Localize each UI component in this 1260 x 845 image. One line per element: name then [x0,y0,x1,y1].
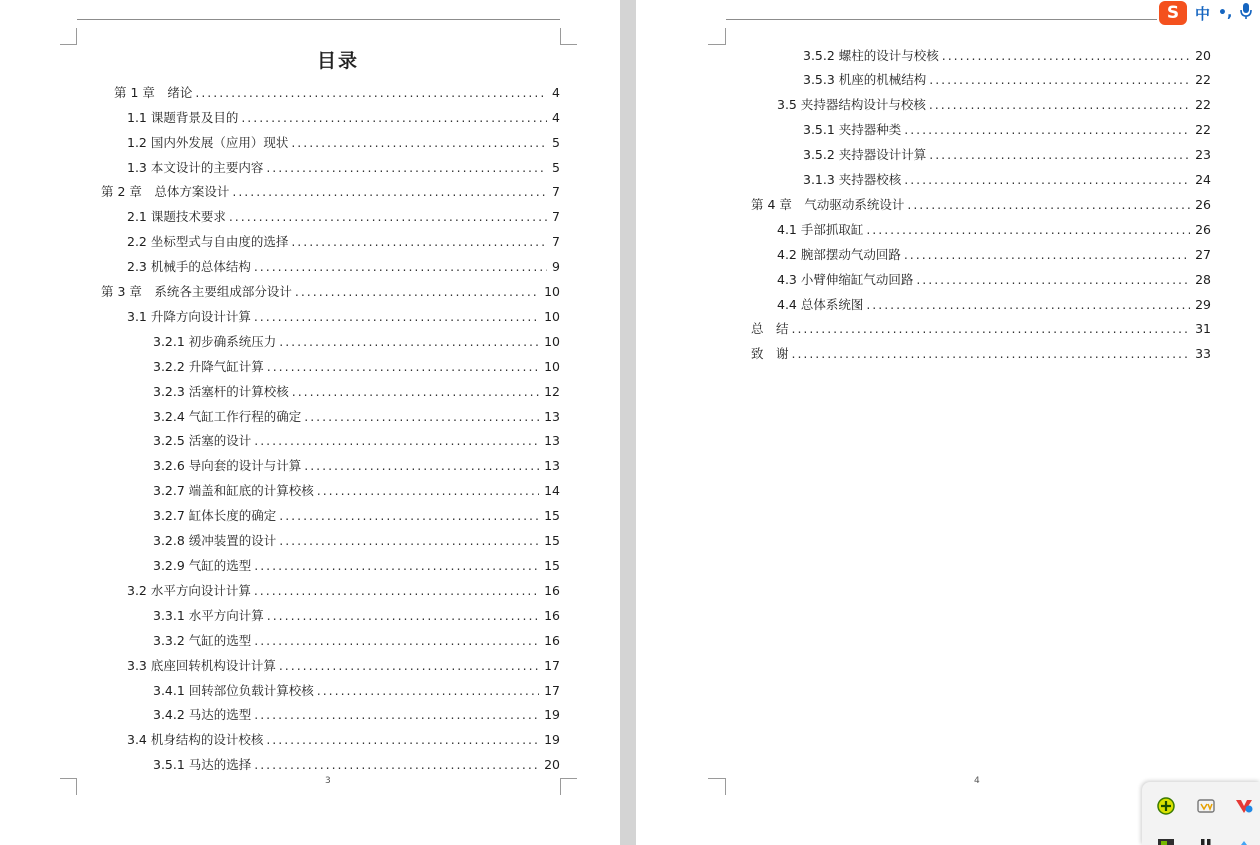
toc-entry-label: 2.1 课题技术要求 [127,209,226,224]
toc-entry-label: 2.2 坐标型式与自由度的选择 [127,234,289,249]
toc-entry[interactable] [153,632,560,650]
header-rule [77,19,560,20]
leader-dots [279,532,539,550]
toc-entry-label: 1.1 课题背景及目的 [127,110,239,125]
pause-icon[interactable] [1196,834,1216,845]
toc-entry-page: 20 [544,757,560,772]
toc-entry-label: 3.3.1 水平方向计算 [153,608,264,623]
leader-dots [195,84,547,102]
toc-entry[interactable] [153,383,560,401]
toc-entry-page: 26 [1195,197,1211,212]
leader-dots [279,333,539,351]
leader-dots [942,47,1190,65]
toc-entry[interactable] [127,258,560,276]
plus-icon[interactable] [1156,796,1176,816]
toc-entry-label: 3.2 水平方向设计计算 [127,583,251,598]
vs-icon[interactable] [1196,796,1216,816]
leader-dots [254,308,539,326]
toc-entry[interactable] [127,159,560,177]
toc-entry-label: 3.4 机身结构的设计校核 [127,732,264,747]
toc-entry-page: 5 [552,135,560,150]
leader-dots [304,457,539,475]
leader-dots [241,109,547,127]
crop-mark [708,28,726,45]
toc-entry-label: 3.2.5 活塞的设计 [153,433,252,448]
leader-dots [267,607,539,625]
crop-mark [560,778,577,795]
toc-entry-label: 3.5.2 夹持器设计计算 [803,147,927,162]
leader-dots [229,208,547,226]
toc-entry-page: 4 [552,85,560,100]
toc-entry-label: 3.2.8 缓冲装置的设计 [153,533,277,548]
toc-entry-page: 27 [1195,247,1211,262]
leader-dots [792,320,1191,338]
leader-dots [267,358,539,376]
toc-entry-page: 15 [544,533,560,548]
toc-entry[interactable] [777,96,1211,114]
toc-entry-page: 22 [1195,122,1211,137]
toc-title: 目录 [316,50,359,72]
toc-entry[interactable] [153,557,560,575]
toc-entry[interactable] [153,432,560,450]
crop-mark [560,28,577,45]
toc-entry[interactable] [751,320,1211,338]
toc-entry[interactable] [153,607,560,625]
leader-dots [254,632,539,650]
toc-entry-page: 13 [544,409,560,424]
leader-dots [866,296,1190,314]
toc-entry-page: 13 [544,458,560,473]
leader-dots [904,121,1190,139]
leader-dots [904,171,1190,189]
toc-entry[interactable] [101,283,560,301]
toc-entry-page: 24 [1195,172,1211,187]
toc-entry-page: 16 [544,583,560,598]
toc-entry[interactable] [803,121,1211,139]
leader-dots [292,383,539,401]
toc-entry-label: 3.2.3 活塞杆的计算校核 [153,384,289,399]
toc-entry[interactable] [153,756,560,774]
toc-entry[interactable] [127,731,560,749]
leader-dots [254,557,539,575]
toc-entry-label: 第 4 章 气动驱动系统设计 [751,197,905,212]
microphone-icon[interactable] [1240,2,1252,24]
toc-entry[interactable] [153,358,560,376]
leader-dots [304,408,539,426]
toc-entry-page: 22 [1195,72,1211,87]
toc-entry-page: 5 [552,160,560,175]
toc-entry-page: 16 [544,633,560,648]
toc-entry-page: 14 [544,483,560,498]
toc-entry-page: 17 [544,658,560,673]
crop-mark [60,778,77,795]
toc-entry-label: 3.3 底座回转机构设计计算 [127,658,276,673]
leader-dots [866,221,1190,239]
toc-entry-page: 33 [1195,346,1211,361]
toc-entry-label: 第 2 章 总体方案设计 [101,184,230,199]
toc-entry[interactable] [803,71,1211,89]
toc-entry-page: 19 [544,732,560,747]
toc-entry-page: 9 [552,259,560,274]
toc-entry-page: 7 [552,234,560,249]
ime-mode-toggle[interactable]: 中 [1195,4,1211,23]
toc-entry-page: 29 [1195,297,1211,312]
toc-entry-label: 总 结 [751,321,789,336]
toc-entry[interactable] [127,208,560,226]
toc-entry-page: 17 [544,683,560,698]
toc-entry-page: 15 [544,508,560,523]
toc-entry[interactable] [777,271,1211,289]
leader-dots [792,345,1191,363]
toc-entry-label: 3.3.2 气缸的选型 [153,633,252,648]
toc-entry-page: 4 [552,110,560,125]
toc-entry[interactable] [153,457,560,475]
toc-entry-page: 7 [552,184,560,199]
toc-entry[interactable] [153,507,560,525]
leader-dots [266,159,547,177]
toc-entry-page: 28 [1195,272,1211,287]
v-icon[interactable] [1234,796,1254,816]
toc-entry-label: 3.4.1 回转部位负载计算校核 [153,683,314,698]
toc-entry[interactable] [114,84,560,102]
toc-entry[interactable] [777,221,1211,239]
leader-dots [317,482,539,500]
leader-dots [295,283,539,301]
toc-entry-page: 31 [1195,321,1211,336]
toc-entry-label: 3.2.7 端盖和缸底的计算校核 [153,483,314,498]
toc-entry-page: 12 [544,384,560,399]
leader-dots [929,146,1190,164]
page-left [0,0,620,845]
toc-entry[interactable] [803,146,1211,164]
leader-dots [929,96,1190,114]
toc-entry-page: 10 [544,284,560,299]
toc-entry-page: 10 [544,309,560,324]
ime-punct-toggle[interactable]: •, [1218,5,1233,21]
leader-dots [291,233,547,251]
toc-entry[interactable] [751,196,1211,214]
toc-entry-label: 3.5.1 夹持器种类 [803,122,902,137]
toc-entry[interactable] [127,582,560,600]
toc-entry-label: 3.5.1 马达的选择 [153,757,252,772]
toc-entry-page: 10 [544,334,560,349]
toc-entry-label: 3.5.2 螺柱的设计与校核 [803,48,939,63]
leader-dots [254,582,539,600]
toc-entry-page: 23 [1195,147,1211,162]
toc-entry[interactable] [777,296,1211,314]
toc-entry-label: 4.3 小臂伸缩缸气动回路 [777,272,914,287]
toc-entry[interactable] [153,532,560,550]
leader-dots [254,706,539,724]
leader-dots [232,183,547,201]
toc-entry[interactable] [153,682,560,700]
toc-entry-label: 3.2.7 缸体长度的确定 [153,508,277,523]
toc-entry-label: 3.5 夹持器结构设计与校核 [777,97,926,112]
ime-toolbar[interactable] [1157,0,1260,26]
toc-entry-page: 15 [544,558,560,573]
leader-dots [254,432,539,450]
toc-entry-page: 7 [552,209,560,224]
toc-entry[interactable] [127,134,560,152]
toc-entry[interactable] [153,333,560,351]
toc-entry-label: 1.3 本文设计的主要内容 [127,160,264,175]
toc-entry-page: 26 [1195,222,1211,237]
crop-mark [708,778,726,795]
toc-entry-page: 13 [544,433,560,448]
crop-mark [60,28,77,45]
leader-dots [317,682,539,700]
toc-entry[interactable] [127,109,560,127]
toc-entry-label: 致 谢 [751,346,789,361]
toc-entry-label: 1.2 国内外发展（应用）现状 [127,135,289,150]
toc-entry[interactable] [751,345,1211,363]
toc-entry-page: 22 [1195,97,1211,112]
page-right [636,0,1260,845]
toc-entry-label: 4.4 总体系统图 [777,297,864,312]
leader-dots [266,731,539,749]
toc-entry-label: 3.1 升降方向设计计算 [127,309,251,324]
toc-entry-label: 3.2.9 气缸的选型 [153,558,252,573]
leader-dots [904,246,1190,264]
leader-dots [254,258,547,276]
page-number: 3 [325,776,331,786]
system-tray-overflow [1142,782,1260,845]
toc-entry[interactable] [803,47,1211,65]
toc-entry-page: 19 [544,707,560,722]
toc-entry-label: 第 3 章 系统各主要组成部分设计 [101,284,292,299]
toc-entry[interactable] [127,308,560,326]
toc-entry[interactable] [153,408,560,426]
toc-entry[interactable] [153,482,560,500]
sogou-logo-icon[interactable]: S [1159,1,1187,25]
toc-entry-label: 3.5.3 机座的机械结构 [803,72,927,87]
toc-entry-page: 16 [544,608,560,623]
leader-dots [279,657,539,675]
tray-icon[interactable] [1234,834,1254,845]
leader-dots [254,756,539,774]
toc-entry[interactable] [127,657,560,675]
toc-entry[interactable] [803,171,1211,189]
leader-dots [279,507,539,525]
toc-entry[interactable] [127,233,560,251]
page-gutter [620,0,636,845]
page-number: 4 [974,776,980,786]
toc-entry-label: 3.2.1 初步确系统压力 [153,334,277,349]
toc-entry-page: 10 [544,359,560,374]
toc-entry[interactable] [101,183,560,201]
toc-entry-label: 4.2 腕部摆动气动回路 [777,247,901,262]
toc-entry-label: 3.4.2 马达的选型 [153,707,252,722]
toc-entry-label: 3.2.4 气缸工作行程的确定 [153,409,302,424]
toc-entry-label: 3.2.6 导向套的设计与计算 [153,458,302,473]
toc-entry-label: 3.1.3 夹持器校核 [803,172,902,187]
nvidia-icon[interactable] [1156,834,1176,845]
leader-dots [916,271,1190,289]
toc-entry-label: 4.1 手部抓取缸 [777,222,864,237]
leader-dots [929,71,1190,89]
toc-entry-page: 20 [1195,48,1211,63]
toc-entry-label: 3.2.2 升降气缸计算 [153,359,264,374]
leader-dots [907,196,1190,214]
toc-entry-label: 第 1 章 绪论 [114,85,193,100]
toc-entry[interactable] [153,706,560,724]
toc-entry-label: 2.3 机械手的总体结构 [127,259,251,274]
toc-entry[interactable] [777,246,1211,264]
leader-dots [291,134,547,152]
